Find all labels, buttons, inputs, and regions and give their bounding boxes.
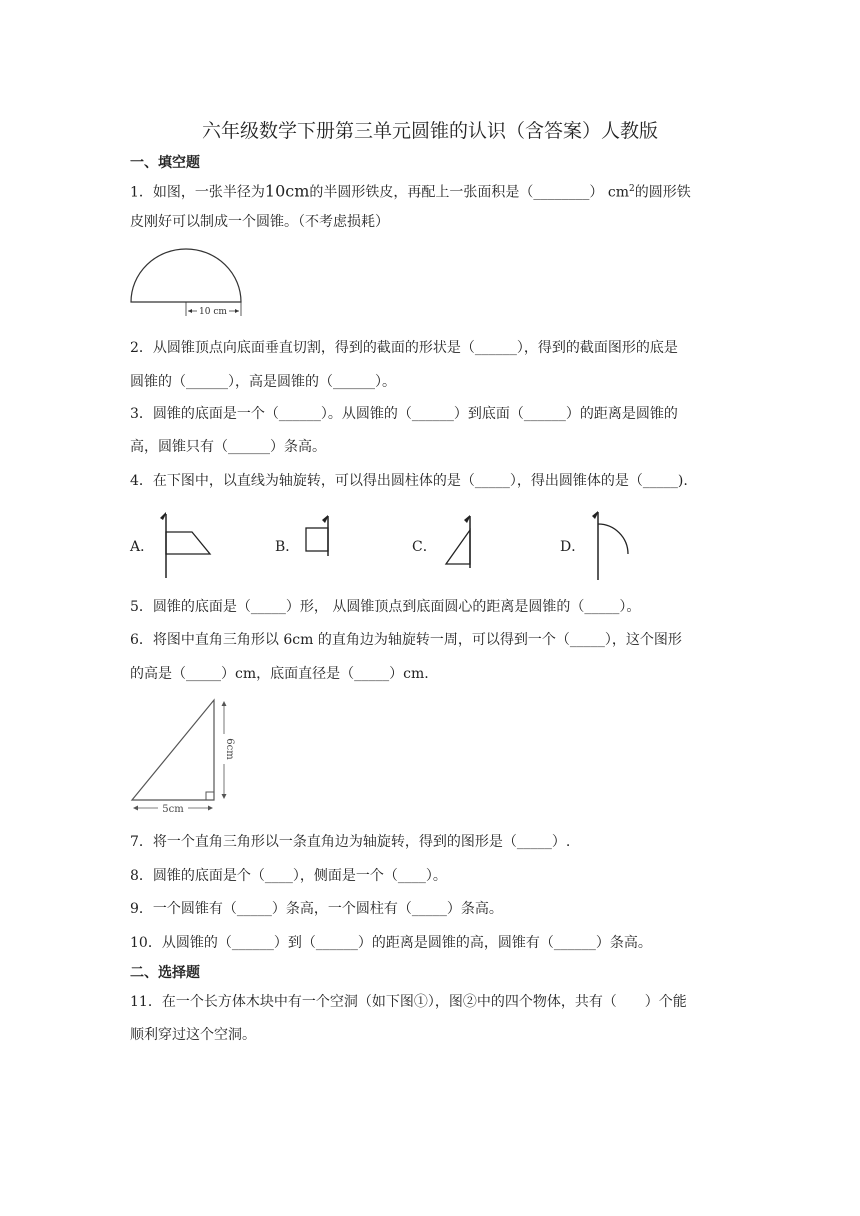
option-b-rectangle-figure — [300, 512, 340, 558]
question-8: 8．圆锥的底面是个（____），侧面是一个（____）。 — [130, 868, 447, 884]
section-multiple-choice: 二、选择题 — [130, 965, 200, 981]
question-6-line-2: 的高是（_____）cm，底面直径是（_____）cm. — [130, 666, 429, 682]
height-label: 6cm — [224, 738, 235, 760]
option-c-label: C． — [412, 539, 437, 555]
question-7: 7．将一个直角三角形以一条直角边为轴旋转，得到的图形是（_____）. — [130, 834, 571, 850]
semicircle-figure — [128, 246, 244, 320]
option-a-label: A． — [130, 539, 155, 555]
question-9: 9．一个圆锥有（_____）条高，一个圆柱有（_____）条高。 — [130, 901, 503, 917]
question-6-line-1: 6．将图中直角三角形以 6cm 的直角边为轴旋转一周，可以得到一个（_____），这个图形 — [130, 632, 682, 648]
option-a-trapezoid-figure — [152, 508, 216, 580]
question-1-line-1 — [130, 179, 691, 203]
radius-label: 10 cm — [199, 307, 227, 317]
q1-radius: 10cm — [264, 181, 310, 201]
q1-text-a: 1．如图，一张半径为 — [130, 184, 265, 201]
option-c-triangle-figure — [440, 512, 480, 572]
question-11-line-1: 11．在一个长方体木块中有一个空洞（如下图①），图②中的四个物体，共有（ ）个能 — [130, 994, 687, 1010]
q1-text-d: 的圆形铁 — [634, 184, 691, 201]
q1-text-c: 的半圆形铁皮，再配上一张面积是（________） cm — [309, 184, 629, 201]
option-d-label: D． — [560, 539, 586, 555]
document-title: 六年级数学下册第三单元圆锥的认识（含答案）人教版 — [201, 120, 658, 142]
question-11-line-2: 顺利穿过这个空洞。 — [130, 1027, 256, 1043]
section-fill-blank: 一、填空题 — [130, 155, 200, 171]
question-1-line-2: 皮刚好可以制成一个圆锥。（不考虑损耗） — [130, 214, 389, 230]
question-2-line-1: 2．从圆锥顶点向底面垂直切割，得到的截面的形状是（______），得到的截面图形的底是 — [130, 340, 678, 356]
question-4-line-1: 4．在下图中，以直线为轴旋转，可以得出圆柱体的是（_____），得出圆锥体的是（_____). — [130, 473, 688, 489]
right-triangle-figure — [128, 696, 238, 818]
option-b-label: B． — [275, 539, 300, 555]
question-2-line-2: 圆锥的（______），高是圆锥的（______）。 — [130, 374, 396, 390]
question-3-line-2: 高，圆锥只有（______）条高。 — [130, 439, 326, 455]
question-5: 5．圆锥的底面是（_____）形， 从圆锥顶点到底面圆心的距离是圆锥的（_____）。 — [130, 599, 641, 615]
option-d-quarter-circle-figure — [584, 508, 632, 584]
question-3-line-1: 3．圆锥的底面是一个（______）。从圆锥的（______）到底面（______）的距离是圆锥的 — [130, 406, 678, 422]
question-10: 10．从圆锥的（______）到（______）的距离是圆锥的高，圆锥有（______）条高。 — [130, 935, 652, 951]
base-label: 5cm — [162, 804, 184, 815]
q1-superscript: 2 — [629, 184, 635, 194]
